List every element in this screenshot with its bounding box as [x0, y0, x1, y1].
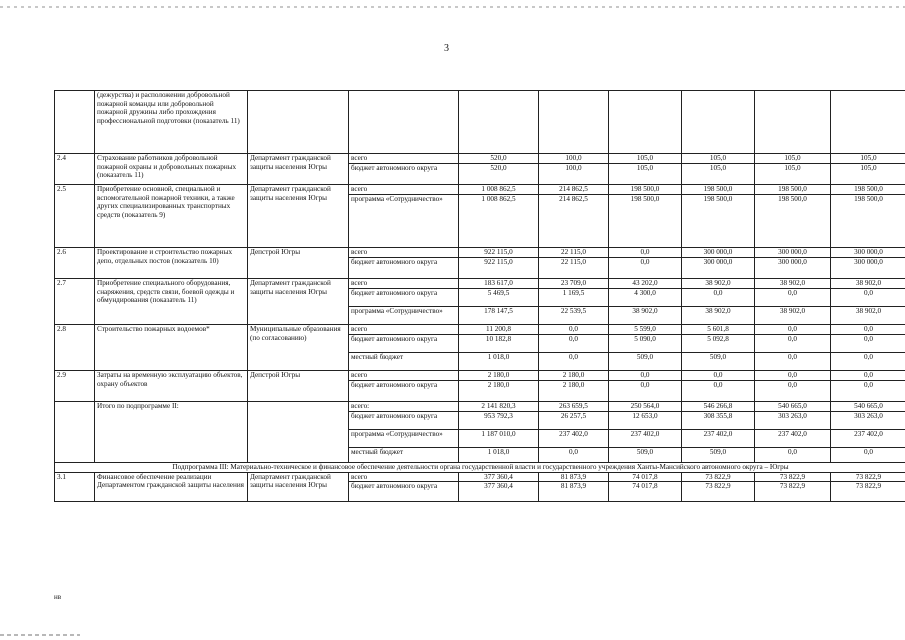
amount-cell: [459, 91, 539, 154]
funding-source-line: всего:: [351, 402, 370, 410]
amount-value: 0,0: [755, 447, 830, 457]
amount-cell: [831, 402, 905, 463]
amount-value: 38 902,0: [855, 279, 882, 287]
amount-value: 1 018,0: [459, 352, 538, 362]
responsible-executor: Департамент гражданской защиты населения Югры: [248, 154, 349, 185]
table-row: [55, 154, 905, 185]
amount-value: 198 500,0: [778, 185, 807, 193]
amount-value: 540 665,0: [854, 402, 883, 410]
amount-value: 198 500,0: [755, 194, 830, 212]
funding-source: [349, 91, 459, 154]
amount-value: 73 822,9: [682, 481, 754, 499]
responsible-executor: Депстрой Югры: [248, 371, 349, 402]
amount-cell: [539, 402, 609, 463]
measure-name: Приобретение основной, специальной и вспомогательной пожарной техники, а также других специализированных транспортных средств (показатель 9): [95, 185, 248, 248]
amount-value: 105,0: [860, 154, 877, 162]
amount-value: 198 500,0: [609, 194, 681, 212]
amount-value: 12 653,0: [609, 411, 681, 429]
amount-value: 38 902,0: [831, 306, 905, 324]
amount-value: 43 202,0: [632, 279, 658, 287]
amount-value: 4 300,0: [609, 288, 681, 306]
amount-cell: [459, 154, 539, 185]
funding-source-line: бюджет автономного округа: [349, 288, 458, 306]
funding-source-line: всего: [351, 154, 368, 162]
amount-cell: [609, 472, 682, 501]
amount-value: 11 200,8: [486, 325, 511, 333]
amount-cell: [609, 185, 682, 248]
amount-value: 0,0: [755, 380, 830, 398]
amount-value: 73 822,9: [779, 472, 806, 481]
amount-cell: [831, 371, 905, 402]
amount-value: 73 822,9: [705, 472, 731, 481]
amount-value: 2 180,0: [487, 371, 510, 379]
amount-value: 303 263,0: [831, 411, 905, 429]
amount-cell: [459, 371, 539, 402]
amount-cell: [755, 371, 831, 402]
amount-value: 105,0: [709, 154, 727, 162]
amount-cell: [682, 402, 755, 463]
amount-value: 0,0: [539, 334, 608, 352]
responsible-executor: Депстрой Югры: [248, 248, 349, 279]
amount-value: 198 500,0: [682, 194, 754, 212]
scan-artifact-top: [0, 6, 905, 8]
amount-value: 23 709,0: [560, 279, 587, 287]
measure-name: Затраты на временную эксплуатацию объектов, охрану объектов: [95, 371, 248, 402]
amount-value: 509,0: [682, 447, 754, 457]
amount-value: 10 182,8: [459, 334, 538, 352]
funding-source: [349, 472, 459, 501]
amount-value: 105,0: [755, 163, 830, 181]
amount-cell: [539, 185, 609, 248]
table-row: [55, 371, 905, 402]
amount-value: 237 402,0: [831, 429, 905, 447]
amount-cell: [459, 472, 539, 501]
subprogram-header-row: [55, 463, 905, 473]
row-number: [55, 91, 95, 154]
amount-value: 0,0: [864, 325, 873, 333]
row-number: 2.5: [55, 185, 95, 248]
measure-name: Финансовое обеспечение реализации Департаментом гражданской защиты населения: [95, 472, 248, 501]
program-funding-table: [54, 90, 905, 502]
amount-value: 73 822,9: [831, 481, 905, 499]
amount-value: 74 017,8: [609, 481, 681, 499]
amount-value: 540 665,0: [778, 402, 807, 410]
amount-value: 0,0: [831, 380, 905, 398]
amount-cell: [682, 185, 755, 248]
amount-value: 38 902,0: [755, 306, 830, 324]
amount-value: 105,0: [609, 163, 681, 181]
amount-value: 300 000,0: [854, 248, 883, 256]
funding-source-line: бюджет автономного округа: [349, 257, 458, 275]
funding-source: [349, 185, 459, 248]
funding-source-line: всего: [351, 325, 368, 333]
amount-value: 73 822,9: [755, 481, 830, 499]
amount-value: 38 902,0: [682, 306, 754, 324]
amount-value: 377 360,4: [484, 472, 513, 481]
amount-value: 105,0: [636, 154, 654, 162]
amount-value: 300 000,0: [703, 248, 733, 256]
amount-value: 377 360,4: [459, 481, 538, 499]
responsible-executor: Департамент гражданской защиты населения Югры: [248, 472, 349, 501]
amount-cell: [755, 185, 831, 248]
amount-value: 81 873,9: [539, 481, 608, 499]
amount-value: 0,0: [831, 288, 905, 306]
amount-value: 509,0: [682, 352, 754, 362]
amount-value: 922 115,0: [484, 248, 513, 256]
amount-cell: [831, 91, 905, 154]
funding-source-line: бюджет автономного округа: [349, 163, 458, 181]
responsible-executor: Департамент гражданской защиты населения Югры: [248, 279, 349, 325]
amount-value: 2 180,0: [459, 380, 538, 398]
amount-value: 263 659,5: [559, 402, 588, 410]
amount-value: 0,0: [682, 380, 754, 398]
amount-value: 237 402,0: [682, 429, 754, 447]
amount-value: 300 000,0: [682, 257, 754, 275]
amount-value: 105,0: [784, 154, 801, 162]
amount-value: 22 115,0: [539, 257, 608, 275]
amount-value: 5 090,0: [609, 334, 681, 352]
amount-value: 0,0: [640, 371, 650, 379]
amount-value: 0,0: [755, 352, 830, 362]
amount-cell: [609, 371, 682, 402]
table-row: [55, 472, 905, 501]
funding-source-line: программа «Сотрудничество»: [349, 306, 458, 324]
funding-source-line: бюджет автономного округа: [349, 411, 458, 429]
funding-source-line: всего: [351, 472, 368, 481]
amount-value: 1 018,0: [459, 447, 538, 457]
amount-cell: [609, 248, 682, 279]
amount-value: 38 902,0: [609, 306, 681, 324]
amount-cell: [609, 154, 682, 185]
amount-cell: [755, 472, 831, 501]
funding-source-line: всего: [351, 371, 368, 379]
responsible-executor: [248, 402, 349, 463]
funding-source-line: всего: [351, 185, 368, 193]
amount-value: 2 180,0: [539, 380, 608, 398]
amount-value: 0,0: [755, 288, 830, 306]
amount-cell: [459, 279, 539, 325]
amount-value: 5 601,8: [707, 325, 729, 333]
amount-cell: [682, 371, 755, 402]
amount-value: 22 115,0: [561, 248, 586, 256]
amount-cell: [539, 279, 609, 325]
funding-source-line: программа «Сотрудничество»: [349, 194, 458, 212]
amount-cell: [755, 279, 831, 325]
responsible-executor: Муниципальные образования (по согласованию): [248, 325, 349, 371]
amount-cell: [831, 279, 905, 325]
amount-value: 0,0: [831, 352, 905, 362]
amount-cell: [682, 472, 755, 501]
amount-value: 0,0: [788, 371, 797, 379]
measure-name: Приобретение специального оборудования, снаряжения, средств связи, боевой одежды и обмундирования (показатель 11): [95, 279, 248, 325]
amount-value: 509,0: [609, 447, 681, 457]
amount-value: 0,0: [755, 334, 830, 352]
table-row: [55, 402, 905, 463]
amount-cell: [682, 279, 755, 325]
funding-source: [349, 371, 459, 402]
amount-value: 300 000,0: [831, 257, 905, 275]
amount-cell: [539, 91, 609, 154]
amount-value: 214 862,5: [559, 185, 588, 193]
amount-value: 100,0: [565, 154, 582, 162]
scan-artifact-bottom: [0, 634, 80, 636]
amount-value: 2 141 820,3: [481, 402, 516, 410]
amount-value: 0,0: [609, 257, 681, 275]
amount-cell: [609, 402, 682, 463]
amount-cell: [539, 472, 609, 501]
amount-cell: [831, 154, 905, 185]
amount-value: 953 792,3: [459, 411, 538, 429]
amount-cell: [609, 279, 682, 325]
amount-cell: [755, 402, 831, 463]
amount-cell: [831, 472, 905, 501]
amount-value: 198 500,0: [854, 185, 883, 193]
measure-name: Страхование работников добровольной пожарной охраны и добровольных пожарных (показатель 11): [95, 154, 248, 185]
funding-source-line: местный бюджет: [349, 352, 458, 362]
amount-value: 198 500,0: [703, 185, 733, 193]
amount-value: 38 902,0: [705, 279, 731, 287]
amount-cell: [459, 185, 539, 248]
amount-value: 237 402,0: [609, 429, 681, 447]
amount-value: 74 017,8: [632, 472, 658, 481]
measure-name: Строительство пожарных водоемов*: [95, 325, 248, 371]
table-row: [55, 185, 905, 248]
amount-value: 300 000,0: [755, 257, 830, 275]
row-number: 2.8: [55, 325, 95, 371]
funding-source-line: всего: [351, 248, 368, 256]
amount-cell: [755, 91, 831, 154]
table-row: [55, 279, 905, 325]
table-row: [55, 91, 905, 154]
amount-value: 214 862,5: [539, 194, 608, 212]
amount-value: 0,0: [539, 447, 608, 457]
amount-cell: [539, 154, 609, 185]
subprogram-title: Подпрограмма III: Материально-техническое и финансовое обеспечение деятельности органа государственной власти и государственного учреждения Ханты-Мансийского автономного округа – Югры: [55, 463, 905, 473]
measure-name: Проектирование и строительство пожарных депо, отдельных постов (показатель 10): [95, 248, 248, 279]
amount-value: 5 469,5: [459, 288, 538, 306]
amount-value: 183 617,0: [484, 279, 513, 287]
amount-value: 237 402,0: [755, 429, 830, 447]
amount-cell: [682, 248, 755, 279]
amount-cell: [831, 325, 905, 371]
amount-value: 5 092,8: [682, 334, 754, 352]
amount-value: 922 115,0: [459, 257, 538, 275]
table-row: [55, 325, 905, 371]
amount-cell: [609, 325, 682, 371]
amount-cell: [755, 248, 831, 279]
amount-value: 81 873,9: [560, 472, 587, 481]
amount-cell: [682, 325, 755, 371]
row-number: 2.7: [55, 279, 95, 325]
amount-value: 198 500,0: [831, 194, 905, 212]
amount-value: 0,0: [569, 325, 578, 333]
amount-cell: [459, 325, 539, 371]
amount-value: 0,0: [713, 371, 723, 379]
amount-value: 105,0: [831, 163, 905, 181]
amount-cell: [755, 154, 831, 185]
amount-cell: [682, 91, 755, 154]
amount-value: 0,0: [539, 352, 608, 362]
amount-value: 100,0: [539, 163, 608, 181]
amount-value: 300 000,0: [778, 248, 807, 256]
responsible-executor: [248, 91, 349, 154]
amount-value: 2 180,0: [562, 371, 585, 379]
amount-value: 0,0: [831, 334, 905, 352]
amount-value: 303 263,0: [755, 411, 830, 429]
amount-cell: [459, 248, 539, 279]
amount-cell: [459, 402, 539, 463]
amount-value: 178 147,5: [459, 306, 538, 324]
table-row: [55, 248, 905, 279]
row-number: 2.9: [55, 371, 95, 402]
funding-source-line: местный бюджет: [349, 447, 458, 457]
amount-value: 38 902,0: [779, 279, 806, 287]
amount-value: 198 500,0: [630, 185, 660, 193]
amount-cell: [831, 248, 905, 279]
amount-value: 1 008 862,5: [481, 185, 516, 193]
amount-value: 0,0: [864, 371, 873, 379]
amount-value: 1 169,5: [539, 288, 608, 306]
amount-value: 0,0: [640, 248, 650, 256]
row-number: 3.1: [55, 472, 95, 501]
page-number: 3: [444, 43, 449, 54]
funding-source-line: бюджет автономного округа: [349, 334, 458, 352]
amount-cell: [539, 248, 609, 279]
amount-value: 73 822,9: [855, 472, 882, 481]
amount-cell: [755, 325, 831, 371]
amount-cell: [831, 185, 905, 248]
funding-source: [349, 279, 459, 325]
funding-source-line: бюджет автономного округа: [349, 481, 458, 499]
measure-name: (дежурства) и расположении добровольной пожарной команды или добровольной пожарной дружины либо прохождения профессиональной подготовки (показатель 11): [95, 91, 248, 154]
amount-value: 0,0: [682, 288, 754, 306]
row-number: 2.4: [55, 154, 95, 185]
responsible-executor: Департамент гражданской защиты населения Югры: [248, 185, 349, 248]
funding-source-line: всего: [351, 279, 368, 287]
amount-value: 26 257,5: [539, 411, 608, 429]
row-number: 2.6: [55, 248, 95, 279]
amount-value: 250 564,0: [630, 402, 660, 410]
amount-value: 520,0: [459, 163, 538, 181]
amount-value: 509,0: [609, 352, 681, 362]
amount-value: 520,0: [490, 154, 507, 162]
row-number: [55, 402, 95, 463]
amount-value: 105,0: [682, 163, 754, 181]
amount-cell: [682, 154, 755, 185]
amount-value: 0,0: [831, 447, 905, 457]
funding-source: [349, 325, 459, 371]
amount-value: 5 599,0: [634, 325, 656, 333]
amount-value: 22 539,5: [539, 306, 608, 324]
amount-cell: [609, 91, 682, 154]
funding-source: [349, 402, 459, 463]
amount-value: 308 355,8: [682, 411, 754, 429]
amount-value: 237 402,0: [539, 429, 608, 447]
amount-value: 0,0: [788, 325, 797, 333]
amount-value: 0,0: [609, 380, 681, 398]
measure-name: Итого по подпрограмме II:: [95, 402, 248, 463]
funding-source: [349, 248, 459, 279]
amount-value: 1 008 862,5: [459, 194, 538, 212]
funding-source: [349, 154, 459, 185]
funding-source-line: программа «Сотрудничество»: [349, 429, 458, 447]
footer-mark: нв: [54, 593, 62, 601]
amount-value: 1 187 010,0: [459, 429, 538, 447]
funding-source-line: бюджет автономного округа: [349, 380, 458, 398]
amount-cell: [539, 371, 609, 402]
amount-cell: [539, 325, 609, 371]
amount-value: 546 266,8: [703, 402, 733, 410]
